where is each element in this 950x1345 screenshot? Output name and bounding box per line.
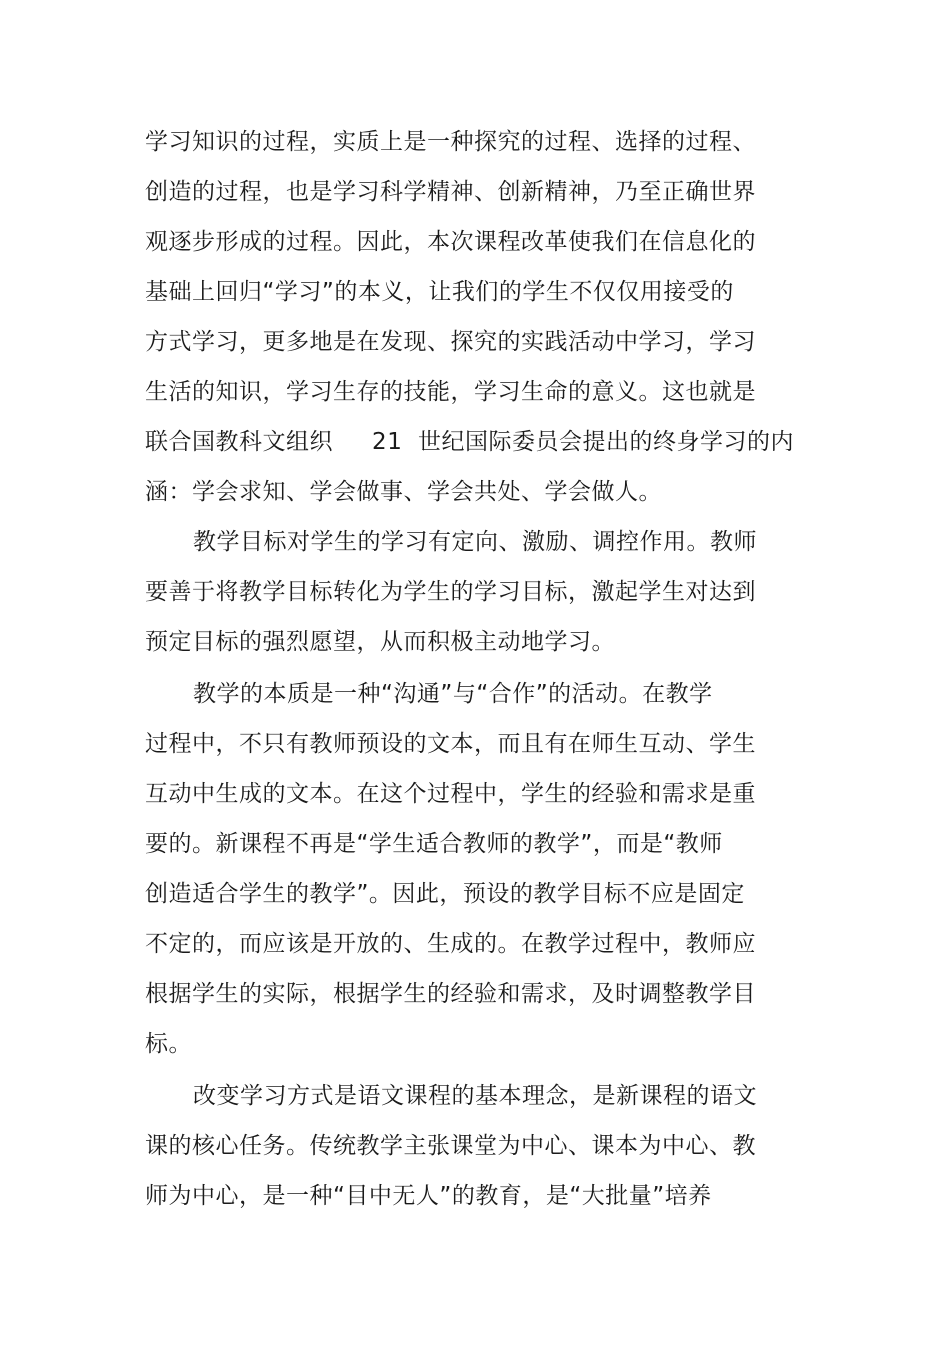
text-line: 要的。新课程不再是“学生适合教师的教学”，而是“教师 <box>145 831 723 857</box>
text-line: 涵：学会求知、学会做事、学会共处、学会做人。 <box>145 479 662 505</box>
text-line: 方式学习，更多地是在发现、探究的实践活动中学习，学习 <box>145 329 756 355</box>
paragraph-start-line: 改变学习方式是语文课程的基本理念，是新课程的语文 <box>193 1083 757 1109</box>
text-line: 课的核心任务。传统教学主张课堂为中心、课本为中心、教 <box>145 1133 756 1159</box>
text-line: 观逐步形成的过程。因此，本次课程改革使我们在信息化的 <box>145 229 756 255</box>
text-line: 联合国教科文组织 21 世纪国际委员会提出的终身学习的内 <box>145 429 794 455</box>
text-line: 基础上回归“学习”的本义，让我们的学生不仅仅用接受的 <box>145 279 734 305</box>
text-line: 预定目标的强烈愿望，从而积极主动地学习。 <box>145 629 615 655</box>
text-line: 要善于将教学目标转化为学生的学习目标，激起学生对达到 <box>145 579 756 605</box>
text-line: 生活的知识，学习生存的技能，学习生命的意义。这也就是 <box>145 379 756 405</box>
text-line: 互动中生成的文本。在这个过程中，学生的经验和需求是重 <box>145 781 756 807</box>
text-line: 标。 <box>145 1031 192 1057</box>
text-line: 学习知识的过程，实质上是一种探究的过程、选择的过程、 <box>145 129 756 155</box>
paragraph-start-line: 教学的本质是一种“沟通”与“合作”的活动。在教学 <box>193 681 713 707</box>
text-line: 过程中，不只有教师预设的文本，而且有在师生互动、学生 <box>145 731 756 757</box>
paragraph-start-line: 教学目标对学生的学习有定向、激励、调控作用。教师 <box>193 529 757 555</box>
text-line: 创造适合学生的教学”。因此，预设的教学目标不应是固定 <box>145 881 745 907</box>
text-line: 创造的过程，也是学习科学精神、创新精神，乃至正确世界 <box>145 179 756 205</box>
text-line: 不定的，而应该是开放的、生成的。在教学过程中，教师应 <box>145 931 756 957</box>
text-line: 师为中心，是一种“目中无人”的教育，是“大批量”培养 <box>145 1183 712 1209</box>
text-line: 根据学生的实际，根据学生的经验和需求，及时调整教学目 <box>145 981 756 1007</box>
